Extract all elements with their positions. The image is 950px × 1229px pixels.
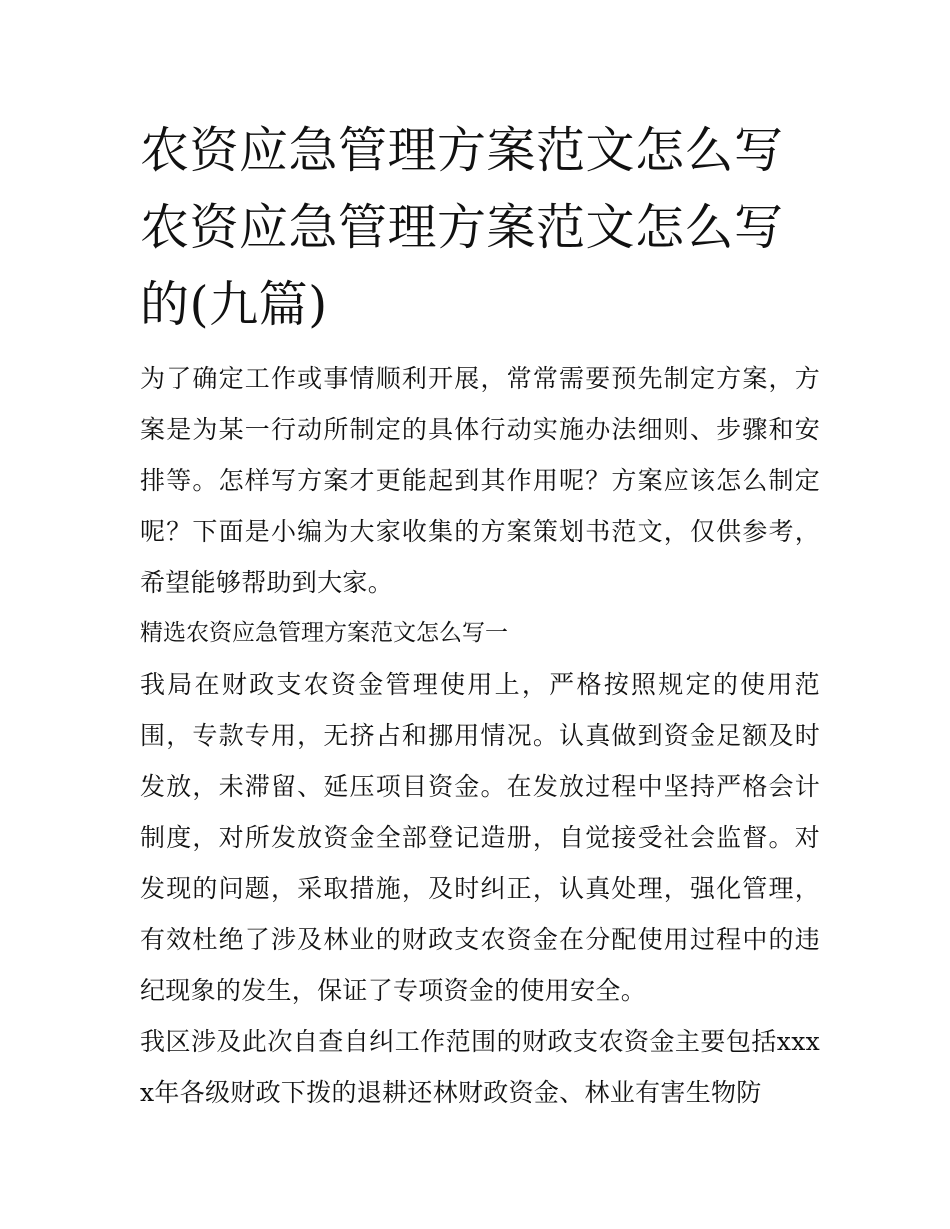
- intro-paragraph: 为了确定工作或事情顺利开展，常常需要预先制定方案，方案是为某一行动所制定的具体行动实施办法细则、步骤和安排等。怎样写方案才更能起到其作用呢？方案应该怎么制定呢？下面是小编为大家收集的方案策划书范文，仅供参考，希望能够帮助到大家。: [140, 364, 820, 597]
- section-heading: 精选农资应急管理方案范文怎么写一: [140, 620, 508, 646]
- document-title: 农资应急管理方案范文怎么写 农资应急管理方案范文怎么写的(九篇): [140, 122, 784, 333]
- body-paragraph-2: 我区涉及此次自查自纠工作范围的财政支农资金主要包括xxxx年各级财政下拨的退耕还林财政资金、林业有害生物防: [140, 1027, 820, 1107]
- body-paragraph-1: 我局在财政支农资金管理使用上，严格按照规定的使用范围，专款专用，无挤占和挪用情况。认真做到资金足额及时发放，未滞留、延压项目资金。在发放过程中坚持严格会计制度，对所发放资金全部登记造册，自觉接受社会监督。对发现的问题，采取措施，及时纠正，认真处理，强化管理，有效杜绝了涉及林业的财政支农资金在分配使用过程中的违纪现象的发生，保证了专项资金的使用安全。: [140, 670, 820, 1005]
- document-page: [140, 112, 820, 1118]
